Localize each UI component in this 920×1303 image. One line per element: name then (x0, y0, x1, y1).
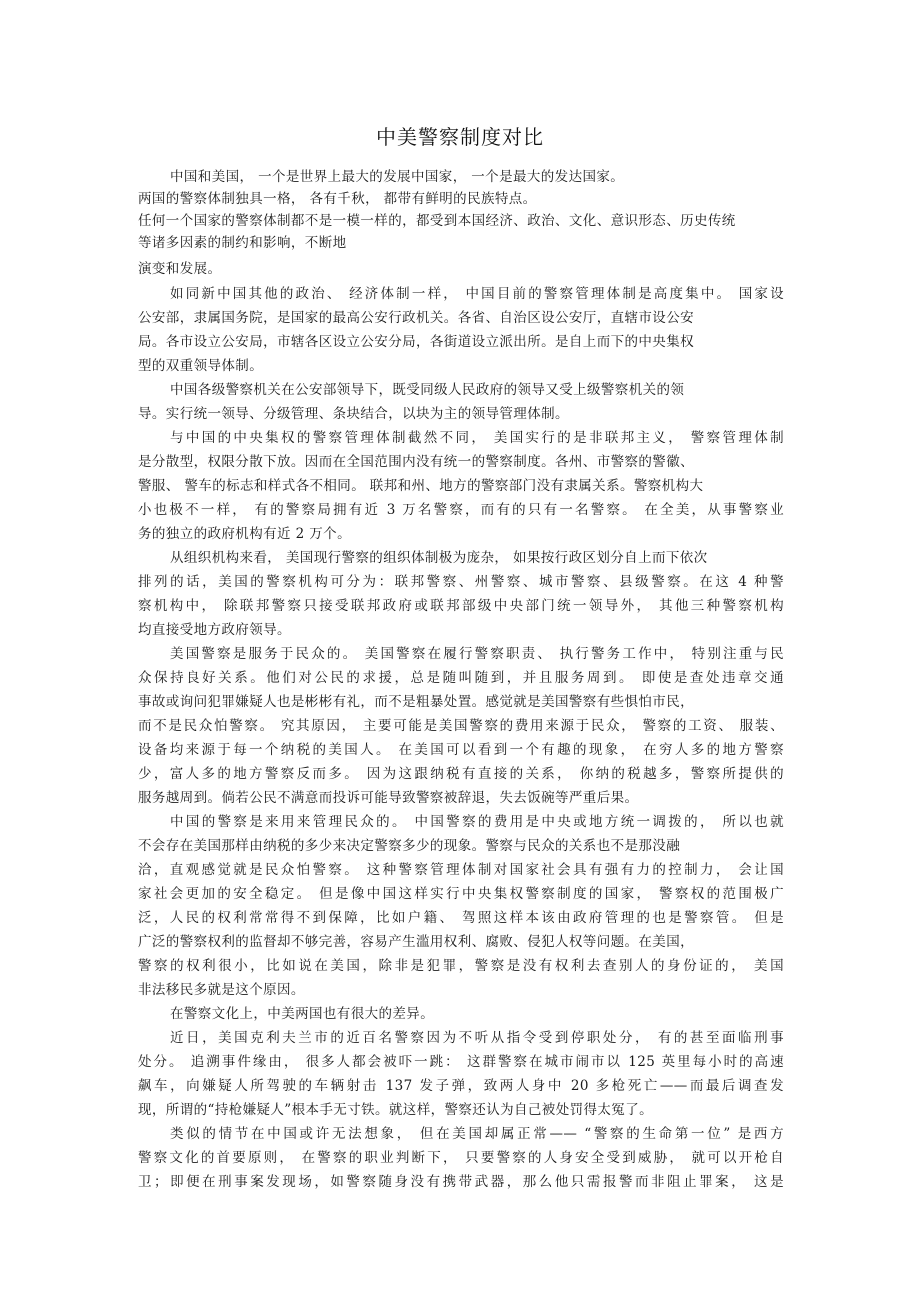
text-line: 小也极不一样， 有的警察局拥有近 3 万名警察，而有的只有一名警察。 在全美，从事警察业 (138, 502, 784, 518)
text-line: 中国的警察是来用来管理民众的。 中国警察的费用是中央或地方统一调拨的， 所以也就 (170, 814, 784, 830)
text-line: 事故或询问犯罪嫌疑人也是彬彬有礼，而不是粗暴处置。感觉就是美国警察有些惧怕市民， (138, 694, 694, 710)
text-line: 演变和发展。 (138, 261, 222, 277)
text-line: 中国各级警察机关在公安部领导下，既受同级人民政府的领导又受上级警察机关的领 (170, 382, 685, 398)
text-line: 而不是民众怕警察。 究其原因， 主要可能是美国警察的费用来源于民众， 警察的工资、 服装、 (138, 718, 784, 734)
text-line: 广泛的警察权利的监督却不够完善，容易产生滥用权利、腐败、侵犯人权等问题。在美国， (138, 934, 694, 950)
text-line: 局。各市设立公安局，市辖各区设立公安分局，各街道设立派出所。是自上而下的中央集权 (138, 334, 694, 350)
text-line: 任何一个国家的警察体制都不是一模一样的，都受到本国经济、政治、文化、意识形态、历史传统 (138, 213, 736, 229)
text-line: 飙车，向嫌疑人所驾驶的车辆射击 137 发子弹，致两人身中 20 多枪死亡——而最后调查发 (138, 1078, 784, 1094)
text-line: 非法移民多就是这个原因。 (138, 982, 305, 998)
text-line: 服务越周到。倘若公民不满意而投诉可能导致警察被辞退，失去饭碗等严重后果。 (138, 790, 639, 806)
text-line: 察机构中， 除联邦警察只接受联邦政府或联邦部级中央部门统一领导外， 其他三种警察机构 (138, 598, 784, 614)
text-line: 警察的权利很小，比如说在美国，除非是犯罪，警察是没有权利去查别人的身份证的， 美国 (138, 958, 784, 974)
text-line: 如同新中国其他的政治、 经济体制一样， 中国目前的警察管理体制是高度集中。 国家设 (170, 286, 784, 302)
text-line: 警察文化的首要原则， 在警察的职业判断下， 只要警察的人身安全受到威胁， 就可以开枪自 (138, 1150, 784, 1166)
text-line: 类似的情节在中国或许无法想象， 但在美国却属正常—— “警察的生命第一位” 是西方 (170, 1126, 784, 1142)
text-line: 等诸多因素的制约和影响，不断地 (138, 235, 347, 251)
text-line: 是分散型，权限分散下放。因而在全国范围内没有统一的警察制度。各州、市警察的警徽、 (138, 454, 694, 470)
text-line: 中国和美国， 一个是世界上最大的发展中国家， 一个是最大的发达国家。 (170, 169, 625, 185)
text-line: 现，所谓的“持枪嫌疑人”根本手无寸铁。就这样，警察还认为自己被处罚得太冤了。 (138, 1102, 654, 1118)
text-line: 导。实行统一领导、分级管理、条块结合，以块为主的领导管理体制。 (138, 406, 569, 422)
text-line: 设备均来源于每一个纳税的美国人。 在美国可以看到一个有趣的现象， 在穷人多的地方警察 (138, 742, 784, 758)
text-line: 均直接受地方政府领导。 (138, 622, 291, 638)
text-line: 少，富人多的地方警察反而多。 因为这跟纳税有直接的关系， 你纳的税越多，警察所提供的 (138, 766, 784, 782)
text-line: 家社会更加的安全稳定。 但是像中国这样实行中央集权警察制度的国家， 警察权的范围极广 (138, 886, 784, 902)
text-line: 泛，人民的权利常常得不到保障，比如户籍、 驾照这样本该由政府管理的也是警察管。 但是 (138, 910, 784, 926)
text-line: 近日，美国克利夫兰市的近百名警察因为不听从指令受到停职处分， 有的甚至面临刑事 (170, 1030, 784, 1046)
text-line: 公安部，隶属国务院，是国家的最高公安行政机关。各省、自治区设公安厅，直辖市设公安 (138, 310, 694, 326)
text-line: 洽，直观感觉就是民众怕警察。 这种警察管理体制对国家社会具有强有力的控制力， 会让国 (138, 862, 784, 878)
text-line: 处分。 追溯事件缘由， 很多人都会被吓一跳： 这群警察在城市闹市以 125 英里每小时的高速 (138, 1054, 784, 1070)
text-line: 从组织机构来看， 美国现行警察的组织体制极为庞杂， 如果按行政区划分自上而下依次 (170, 550, 708, 566)
text-line: 两国的警察体制独具一格， 各有千秋， 都带有鲜明的民族特点。 (138, 191, 537, 207)
text-line: 不会存在美国那样由纳税的多少来决定警察多少的现象。警察与民众的关系也不是那没融 (138, 838, 681, 854)
text-line: 在警察文化上，中美两国也有很大的差异。 (170, 1006, 435, 1022)
text-line: 众保持良好关系。他们对公民的求援，总是随叫随到，并且服务周到。 即使是查处违章交通 (138, 670, 784, 686)
page-title: 中美警察制度对比 (376, 125, 544, 149)
text-line: 美国警察是服务于民众的。 美国警察在履行警察职责、 执行警务工作中， 特别注重与民 (170, 646, 784, 662)
text-line: 与中国的中央集权的警察管理体制截然不同， 美国实行的是非联邦主义， 警察管理体制 (170, 430, 784, 446)
text-line: 警服、 警车的标志和样式各不相同。 联邦和州、地方的警察部门没有隶属关系。警察机构大 (138, 478, 704, 494)
text-line: 务的独立的政府机构有近 2 万个。 (138, 526, 351, 542)
text-line: 卫；即便在刑事案发现场，如警察随身没有携带武器，那么他只需报警而非阻止罪案， 这是 (138, 1174, 784, 1190)
text-line: 排列的话，美国的警察机构可分为：联邦警察、州警察、城市警察、县级警察。在这 4 种警 (138, 574, 784, 590)
text-line: 型的双重领导体制。 (138, 358, 264, 374)
